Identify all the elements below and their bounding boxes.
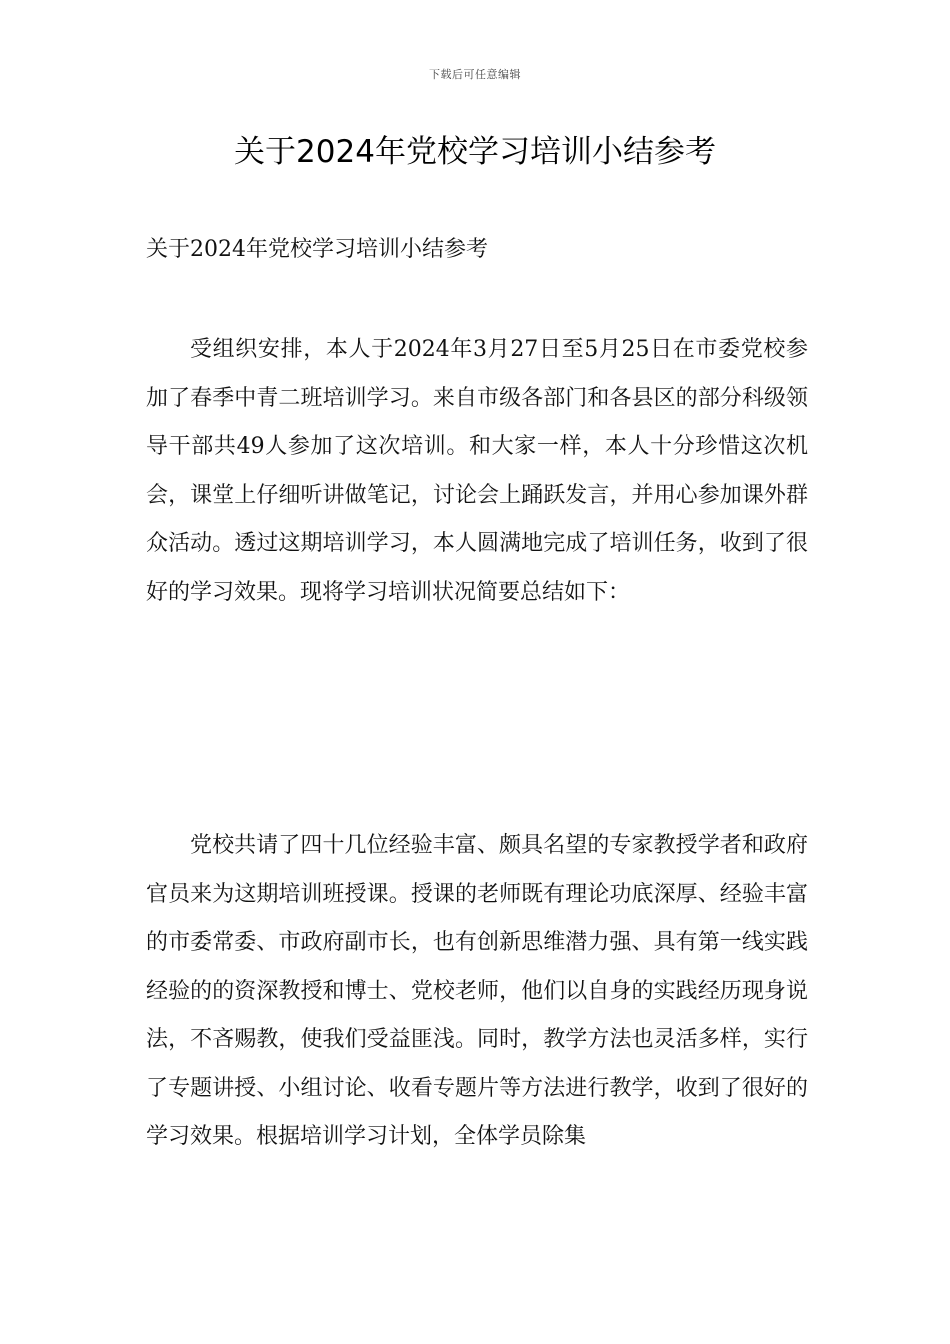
header-note: 下载后可任意编辑 [429, 68, 521, 81]
body-paragraph-2: 党校共请了四十几位经验丰富、颇具名望的专家教授学者和政府官员来为这期培训班授课。授课的老师既有理论功底深厚、经验丰富的市委常委、市政府副市长，也有创新思维潜力强、具有第一线实践经验的的资深教授和博士、党校老师，他们以自身的实践经历现身说法，不吝赐教，使我们受益匪浅。同时，教学方法也灵活多样，实行了专题讲授、小组讨论、收看专题片等方法进行教学，收到了很好的学习效果。根据培训学习计划，全体学员除集 [146, 833, 808, 1149]
document-subtitle: 关于2024年党校学习培训小结参考 [146, 237, 488, 262]
body-paragraph-1: 受组织安排，本人于2024年3月27日至5月25日在市委党校参加了春季中青二班培训学习。来自市级各部门和各县区的部分科级领导干部共49人参加了这次培训。和大家一样，本人十分珍惜这次机会，课堂上仔细听讲做笔记，讨论会上踊跃发言，并用心参加课外群众活动。透过这期培训学习，本人圆满地完成了培训任务，收到了很好的学习效果。现将学习培训状况简要总结如下： [146, 337, 808, 605]
document-title: 关于2024年党校学习培训小结参考 [234, 134, 716, 170]
